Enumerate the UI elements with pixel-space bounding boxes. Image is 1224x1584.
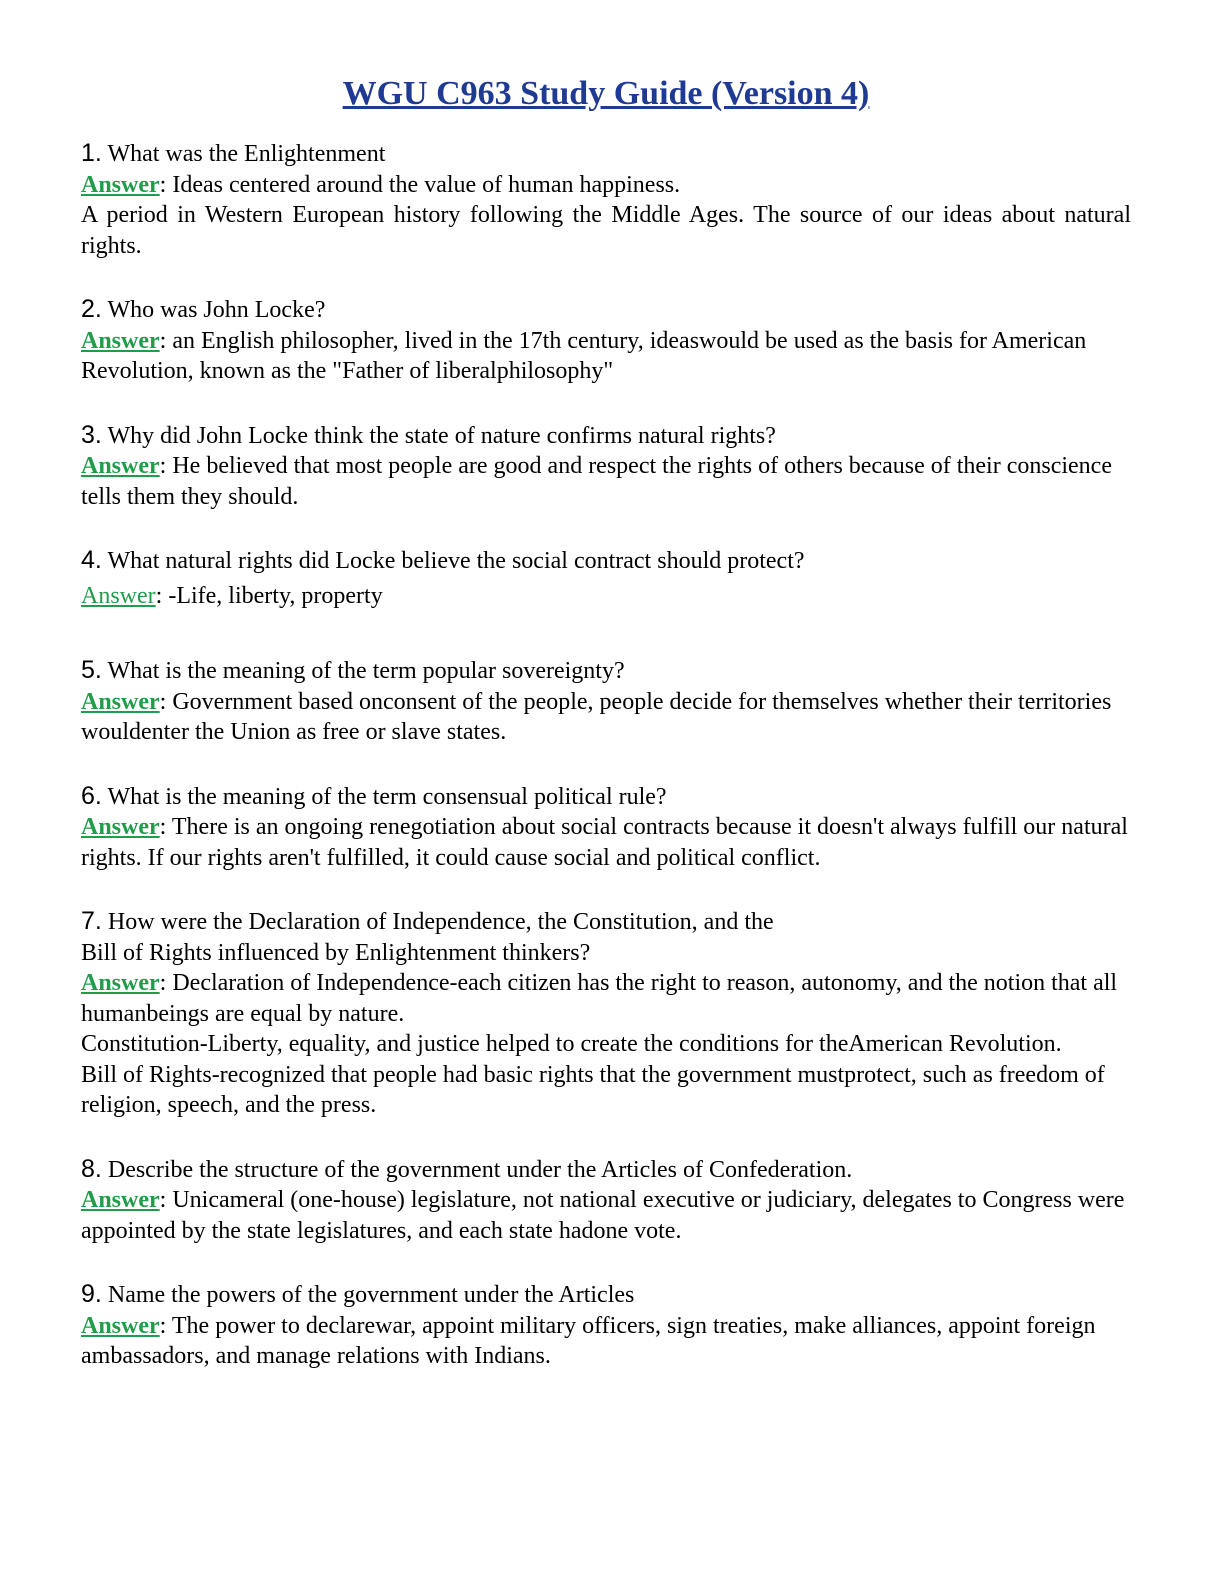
- qa-item-8: [81, 1154, 1131, 1247]
- document-title: WGU C963 Study Guide (Version 4): [342, 75, 870, 112]
- qa-item-4: [81, 545, 1131, 611]
- question-text: How were the Declaration of Independence, the Constitution, and the: [107, 909, 774, 935]
- answer-line: Answer: Declaration of Independence-each citizen has the right to reason, autonomy, and the notion that all humanbeings are equal by nature.: [81, 970, 1118, 1027]
- question-text: What is the meaning of the term consensual political rule?: [107, 783, 667, 810]
- answer-text: He believed that most people are good and respect the rights of others because of their conscience tells them they should.: [81, 453, 1112, 510]
- question-line: [81, 1279, 1131, 1311]
- question-line: [81, 655, 1131, 687]
- answer-label: Answer: [81, 814, 160, 840]
- answer-line: Answer: Unicameral (one-house) legislature, not national executive or judiciary, delegates to Congress were appointed by the state legislatures, and each state hadone vote.: [81, 1187, 1125, 1244]
- question-line: [81, 420, 1131, 452]
- question-text: Name the powers of the government under the Articles: [107, 1282, 635, 1308]
- question-text: What was the Enlightenment: [107, 141, 386, 167]
- answer-label: Answer: [81, 582, 156, 609]
- answer-line: Answer: -Life, liberty, property: [81, 582, 383, 609]
- question-text: What natural rights did Locke believe the social contract should protect?: [107, 548, 805, 574]
- question-number: 9.: [81, 1280, 102, 1308]
- answer-text: There is an ongoing renegotiation about social contracts because it doesn't always fulfill our natural rights. If our rights aren't fulfilled, it could cause social and political conflict.: [81, 814, 1128, 871]
- answer-text: Unicameral (one-house) legislature, not national executive or judiciary, delegates to Congress were appointed by the state legislatures, and each state hadone vote.: [81, 1187, 1125, 1244]
- qa-item-9: [81, 1279, 1131, 1372]
- answer-line: Answer: The power to declarewar, appoint military officers, sign treaties, make alliances, appoint foreign ambassadors, and manage relations with Indians.: [81, 1312, 1096, 1369]
- question-text: Describe the structure of the government under the Articles of Confederation.: [107, 1156, 853, 1183]
- answer-label: Answer: [81, 1312, 160, 1339]
- answer-label: Answer: [81, 171, 160, 198]
- qa-item-7: [81, 906, 1131, 1121]
- answer-text: an English philosopher, lived in the 17th century, ideaswould be used as the basis for American Revolution, known as the "Father of liberalphilosophy": [81, 327, 1087, 384]
- answer-text: Constitution-Liberty, equality, and justice helped to create the conditions for theAmerican Revolution.: [81, 1031, 1062, 1057]
- answer-text: Declaration of Independence-each citizen has the right to reason, autonomy, and the notion that all humanbeings are equal by nature.: [81, 970, 1118, 1027]
- question-line: [81, 906, 1131, 938]
- answer-line: Answer: He believed that most people are good and respect the rights of others because of their conscience tells them they should.: [81, 453, 1112, 510]
- qa-item-6: [81, 781, 1131, 874]
- qa-item-2: [81, 294, 1131, 387]
- question-number: 3.: [81, 420, 102, 449]
- question-number: 6.: [81, 781, 102, 810]
- question-number: 5.: [81, 656, 102, 684]
- question-number: 1.: [81, 139, 102, 167]
- qa-item-3: [81, 420, 1131, 513]
- answer-text: Ideas centered around the value of human happiness.: [172, 171, 681, 198]
- answer-line: Answer: Ideas centered around the value of human happiness.: [81, 171, 681, 198]
- answer-label: Answer: [81, 688, 160, 715]
- question-line: [81, 1154, 1131, 1186]
- answer-line: Answer: an English philosopher, lived in the 17th century, ideaswould be used as the basis for American Revolution, known as the "Father of liberalphilosophy": [81, 327, 1087, 384]
- answer-label: Answer: [81, 453, 160, 479]
- question-text: Why did John Locke think the state of nature confirms natural rights?: [107, 422, 776, 449]
- question-text-continued: Bill of Rights influenced by Enlightenment thinkers?: [81, 939, 591, 966]
- question-text: Who was John Locke?: [107, 297, 326, 323]
- question-line: [81, 138, 1131, 170]
- answer-text: A period in Western European history following the Middle Ages. The source of our ideas about natural rights.: [81, 202, 1131, 259]
- answer-text: Government based onconsent of the people, people decide for themselves whether their territories wouldenter the Union as free or slave states.: [81, 688, 1112, 745]
- answer-label: Answer: [81, 970, 160, 996]
- qa-item-5: [81, 655, 1131, 748]
- answer-text: -Life, liberty, property: [168, 582, 383, 609]
- question-line: [81, 294, 1131, 326]
- answer-label: Answer: [81, 327, 160, 354]
- question-line: [81, 781, 1131, 813]
- question-line: [81, 545, 1131, 577]
- question-number: 7.: [81, 907, 102, 935]
- document-page: [81, 74, 1131, 1405]
- question-number: 2.: [81, 295, 102, 323]
- answer-line: Answer: There is an ongoing renegotiation about social contracts because it doesn't always fulfill our natural rights. If our rights aren't fulfilled, it could cause social and political conflict.: [81, 814, 1128, 871]
- answer-text: The power to declarewar, appoint military officers, sign treaties, make alliances, appoint foreign ambassadors, and manage relations with Indians.: [81, 1312, 1096, 1369]
- question-number: 8.: [81, 1154, 102, 1183]
- qa-item-1: [81, 138, 1131, 261]
- answer-label: Answer: [81, 1187, 160, 1213]
- question-number: 4.: [81, 546, 102, 574]
- question-text: What is the meaning of the term popular sovereignty?: [107, 658, 625, 684]
- answer-line: Answer: Government based onconsent of the people, people decide for themselves whether their territories wouldenter the Union as free or slave states.: [81, 688, 1112, 745]
- answer-text: Bill of Rights-recognized that people had basic rights that the government mustprotect, such as freedom of religion, speech, and the press.: [81, 1061, 1105, 1118]
